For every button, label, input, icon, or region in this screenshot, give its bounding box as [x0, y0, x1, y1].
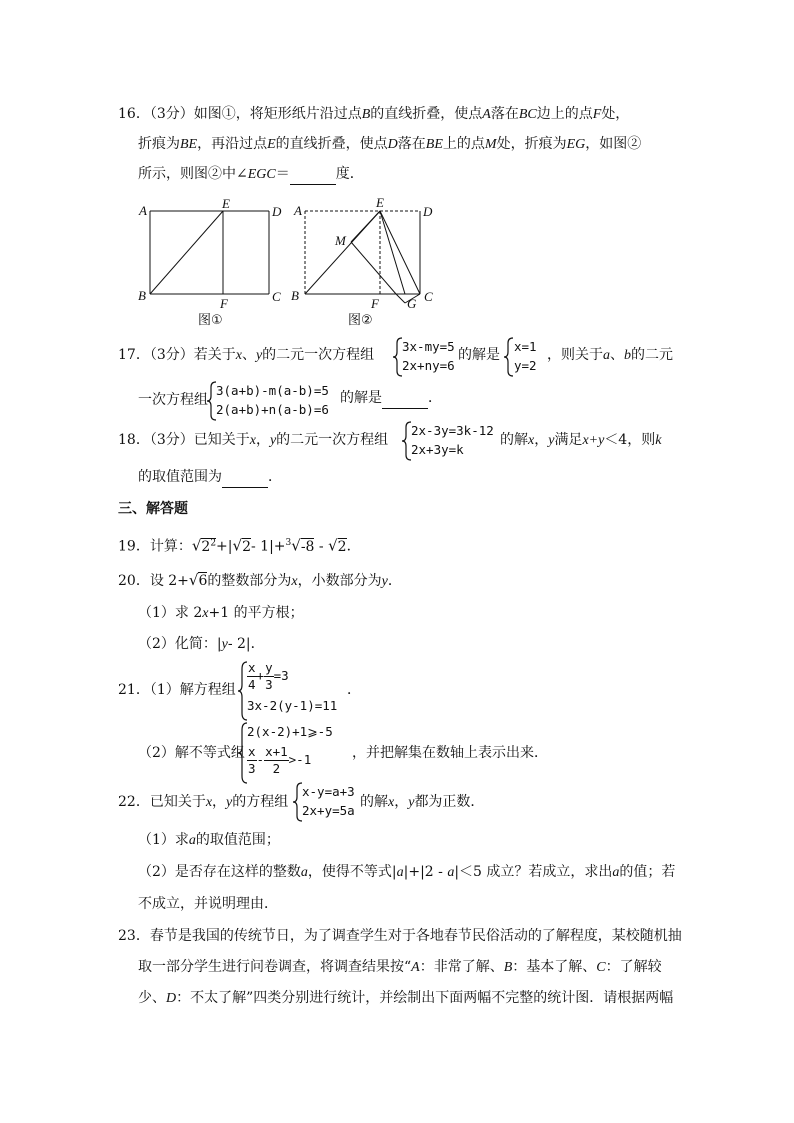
fig1-label-c: C — [272, 289, 281, 304]
q18-system: 2x-3y=3k-12 2x+3y=k — [411, 423, 494, 457]
q18-line1b: 的解x，y满足x+y＜4，则k — [500, 432, 662, 448]
q21-part1-label: 21．（1）解方程组 — [118, 682, 236, 698]
fig2-label-d: D — [423, 204, 433, 219]
section-3-heading: 三、解答题 — [118, 501, 188, 517]
q17-line2b: 的解是 ． — [340, 388, 442, 409]
fig1-label-d: D — [272, 204, 282, 219]
q22-part1: （1）求a的取值范围； — [138, 832, 280, 848]
q22-line1b: 的解x，y都为正数． — [360, 794, 485, 810]
fig2-label-b: B — [291, 288, 299, 303]
q17-solution: x=1 y=2 — [514, 339, 537, 373]
q17-answer-blank — [382, 388, 428, 409]
q16-line2: 折痕为BE，再沿过点E的直线折叠，使点D落在BE上的点M处，折痕为EG，如图② — [138, 136, 642, 152]
q17-line1a: 17．（3分）若关于x、y的二元一次方程组 — [118, 347, 375, 363]
fig2-label-m: M — [335, 233, 346, 248]
q21-part2-label: （2）解不等式组 — [138, 745, 245, 761]
q21-system-1: $\frac{x}{4}$ + $\frac{y}{3}$ =3 3x-2(y-1)=11 — [247, 660, 338, 713]
q17-line1b: 的解是 — [458, 347, 500, 363]
q17-system-2: 3(a+b)-m(a-b)=5 2(a+b)+n(a-b)=6 — [216, 383, 329, 417]
q22-system: x-y=a+3 2x+y=5a — [302, 784, 355, 818]
q23-line2: 取一部分学生进行问卷调查，将调查结果按“A：非常了解、B：基本了解、C：了解较 — [138, 959, 662, 975]
q22-part2: （2）是否存在这样的整数a，使得不等式|a|+|2 - a|＜5 成立？若成立，求出a的值；若 — [138, 864, 676, 880]
fig1-label-e: E — [222, 196, 230, 211]
q16-answer-blank — [290, 164, 336, 185]
fig2-label-g: G — [407, 296, 417, 311]
q20-part1: （1）求 2x+1 的平方根； — [138, 605, 304, 621]
q17-line1c: ，则关于a、b的二元 — [547, 347, 673, 363]
q20-part2: （2）化简：|y- 2|． — [138, 636, 265, 652]
q18-line2: 的取值范围为 ． — [138, 467, 282, 488]
fig1-caption: 图① — [198, 313, 223, 328]
fig2-label-f: F — [371, 296, 379, 311]
q20-line1: 20．设 2+√6的整数部分为x，小数部分为y． — [118, 571, 402, 589]
q22-part2-cont: 不成立，并说明理由． — [138, 896, 278, 912]
fig1-label-b: B — [138, 288, 146, 303]
q17-system-1: 3x-my=5 2x+ny=6 — [402, 339, 455, 373]
fig2-label-c: C — [424, 289, 433, 304]
q18-answer-blank — [222, 467, 268, 488]
q21-part2-text: ，并把解集在数轴上表示出来． — [352, 745, 548, 761]
fig1-label-f: F — [220, 296, 228, 311]
q21-system-2: 2(x-2)+1⩾-5 $\frac{x}{3}$ - $\frac{x+1}{2}$ >-1 — [247, 724, 333, 776]
q18-line1a: 18．（3分）已知关于x，y的二元一次方程组 — [118, 432, 389, 448]
q16-line1: 16．（3分）如图①，将矩形纸片沿过点B的直线折叠，使点A落在BC边上的点F处， — [118, 106, 630, 122]
q16-figure-1 — [140, 200, 290, 325]
fig2-label-a: A — [294, 203, 302, 218]
q17-brace-2 — [504, 337, 514, 377]
q17-line2a: 一次方程组 — [138, 392, 208, 408]
q19-line: 19．计算：$√2^2+|√2-$ 1|+$^3$√-8 - √2． — [118, 536, 361, 555]
fig2-caption: 图② — [348, 313, 373, 328]
q23-line3: 少、D：不太了解”四类分别进行统计，并绘制出下面两幅不完整的统计图．请根据两幅 — [138, 990, 674, 1006]
q16-line3: 所示，则图②中∠EGC＝ 度． — [138, 164, 364, 185]
fig1-label-a: A — [139, 203, 147, 218]
q21-dot: ． — [347, 682, 361, 698]
q22-line1a: 22．已知关于x，y的方程组 — [118, 794, 289, 810]
fig2-label-e: E — [376, 195, 384, 210]
q23-line1: 23．春节是我国的传统节日，为了调查学生对于各地春节民俗活动的了解程度，某校随机抽 — [118, 928, 682, 944]
